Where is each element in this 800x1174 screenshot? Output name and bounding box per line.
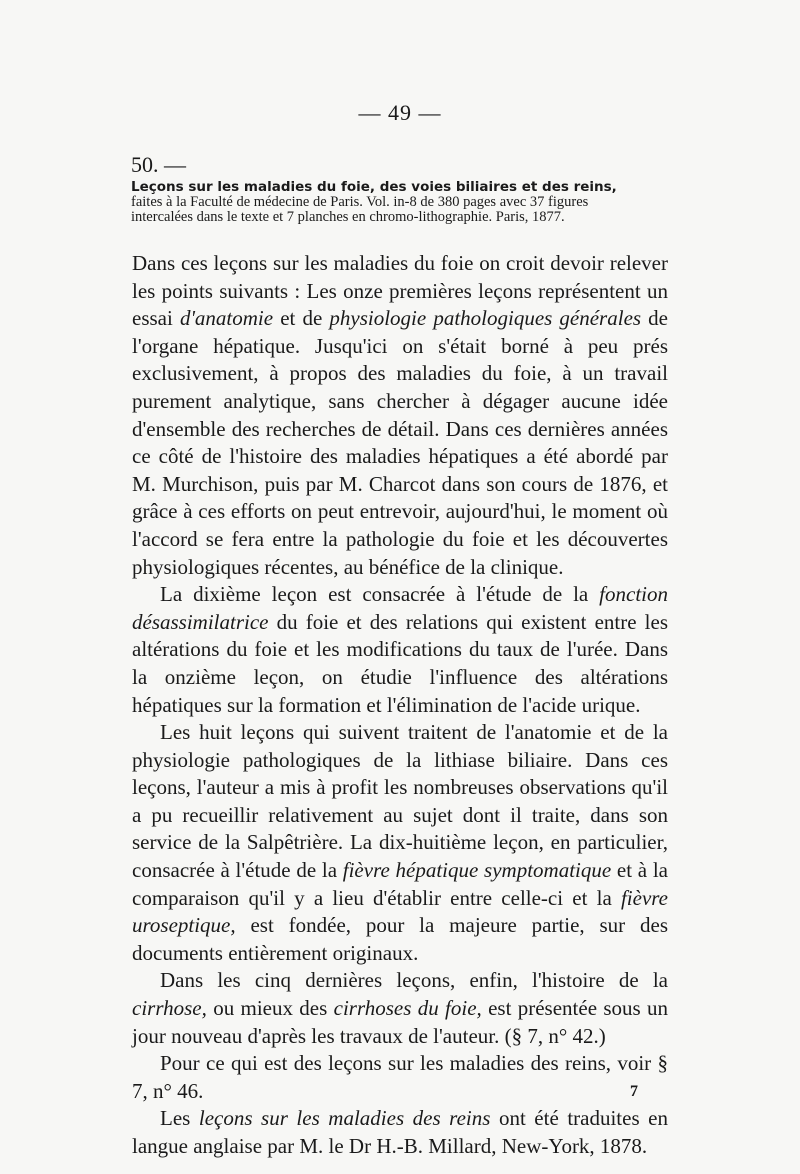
paragraph-2-text-a: La dixième leçon est consacrée à l'étude de la xyxy=(160,582,600,607)
paragraph-3-text-b: et à la comparaison qu'il y a lieu d'établir entre celle-ci et la xyxy=(132,858,668,910)
paragraph-6-italic-a: leçons sur les maladies des reins xyxy=(198,1106,491,1131)
citation-title: Leçons sur les maladies du foie, des voies biliaires et des reins, xyxy=(131,179,617,195)
paragraph-4-text-a: Dans les cinq dernières leçons, enfin, l'histoire de la xyxy=(160,968,668,993)
paragraph-3-italic-a: fièvre hépatique symptomatique xyxy=(342,858,612,883)
paragraph-6 xyxy=(132,1105,668,1160)
paragraph-3-italic-b: fièvre uroseptique, xyxy=(132,885,668,938)
paragraph-4-italic-b: cirrhoses du foie, xyxy=(333,996,482,1021)
paragraph-3-text-a: Les huit leçons qui suivent traitent de l'anatomie et de la physiologie pathologiques de la lithiase biliaire. Dans ces leçons, l'auteur a mis à profit les nombreuses observations qu'il a pu recueillir relativement au sujet dont il traite, dans son service de la Salpêtrière. La dix-huitième leçon, en particulier, consacrée à l'étude de la xyxy=(132,720,668,883)
body-text xyxy=(132,250,668,1161)
paragraph-4-text-b: ou mieux des xyxy=(206,996,334,1021)
paragraph-5: Pour ce qui est des leçons sur les maladies des reins, voir § 7, n° 46. xyxy=(132,1051,668,1103)
paragraph-1-italic-b: physiologie pathologiques générales xyxy=(329,306,642,331)
citation xyxy=(131,180,651,225)
citation-details: faites à la Faculté de médecine de Paris. Vol. in-8 de 380 pages avec 37 figures intercalées dans le texte et 7 planches en chromo-lithographie. Paris, 1877. xyxy=(131,194,589,225)
paragraph-1-text-a: Dans ces leçons sur les maladies du foie on croit devoir relever les points suivants : Les onze premières leçons représentent un essai xyxy=(132,251,668,331)
paragraph-4 xyxy=(132,967,668,1050)
paragraph-4-text-c: est présentée sous un jour nouveau d'après les travaux de l'auteur. (§ 7, n° 42.) xyxy=(132,996,668,1048)
signature-mark: 7 xyxy=(630,1083,638,1100)
paragraph-2-text-b: du foie et des relations qui existent entre les altérations du foie et les modifications du taux de l'urée. Dans la onzième leçon, on étudie l'influence des altérations hépatiques sur la formation et l'élimination de l'acide urique. xyxy=(132,609,668,717)
paragraph-1-text-b: et de xyxy=(273,306,330,331)
paragraph-3 xyxy=(132,719,668,967)
paragraph-2-italic-a: fonction désassimilatrice xyxy=(132,582,668,634)
entry-number: 50. — xyxy=(131,152,186,177)
paragraph-2 xyxy=(132,581,668,719)
paragraph-1-italic-a: d'anatomie xyxy=(179,306,274,331)
paragraph-1 xyxy=(132,250,668,581)
paragraph-6-text-b: ont été traduites en langue anglaise par M. le Dr H.-B. Millard, New-York, 1878. xyxy=(132,1106,668,1158)
paragraph-3-text-c: est fondée, pour la majeure partie, sur des documents entièrement originaux. xyxy=(132,913,668,965)
paragraph-6-text-a: Les xyxy=(160,1106,199,1131)
page-number: — 49 — xyxy=(358,100,442,125)
paragraph-1-text-c: de l'organe hépatique. Jusqu'ici on s'était borné à peu prés exclusivement, à propos des maladies du foie, à un travail purement analytique, sans chercher à dégager aucune idée d'ensemble des recherches de détail. Dans ces dernières années ce côté de l'histoire des maladies hépatiques a été abordé par M. Murchison, puis par M. Charcot dans son cours de 1876, et grâce à ces efforts on peut entrevoir, aujourd'hui, le moment où l'accord se fera entre la pathologie du foie et les découvertes physiologiques récentes, au bénéfice de la clinique. xyxy=(132,306,668,579)
paragraph-4-italic-a: cirrhose, xyxy=(132,996,207,1021)
